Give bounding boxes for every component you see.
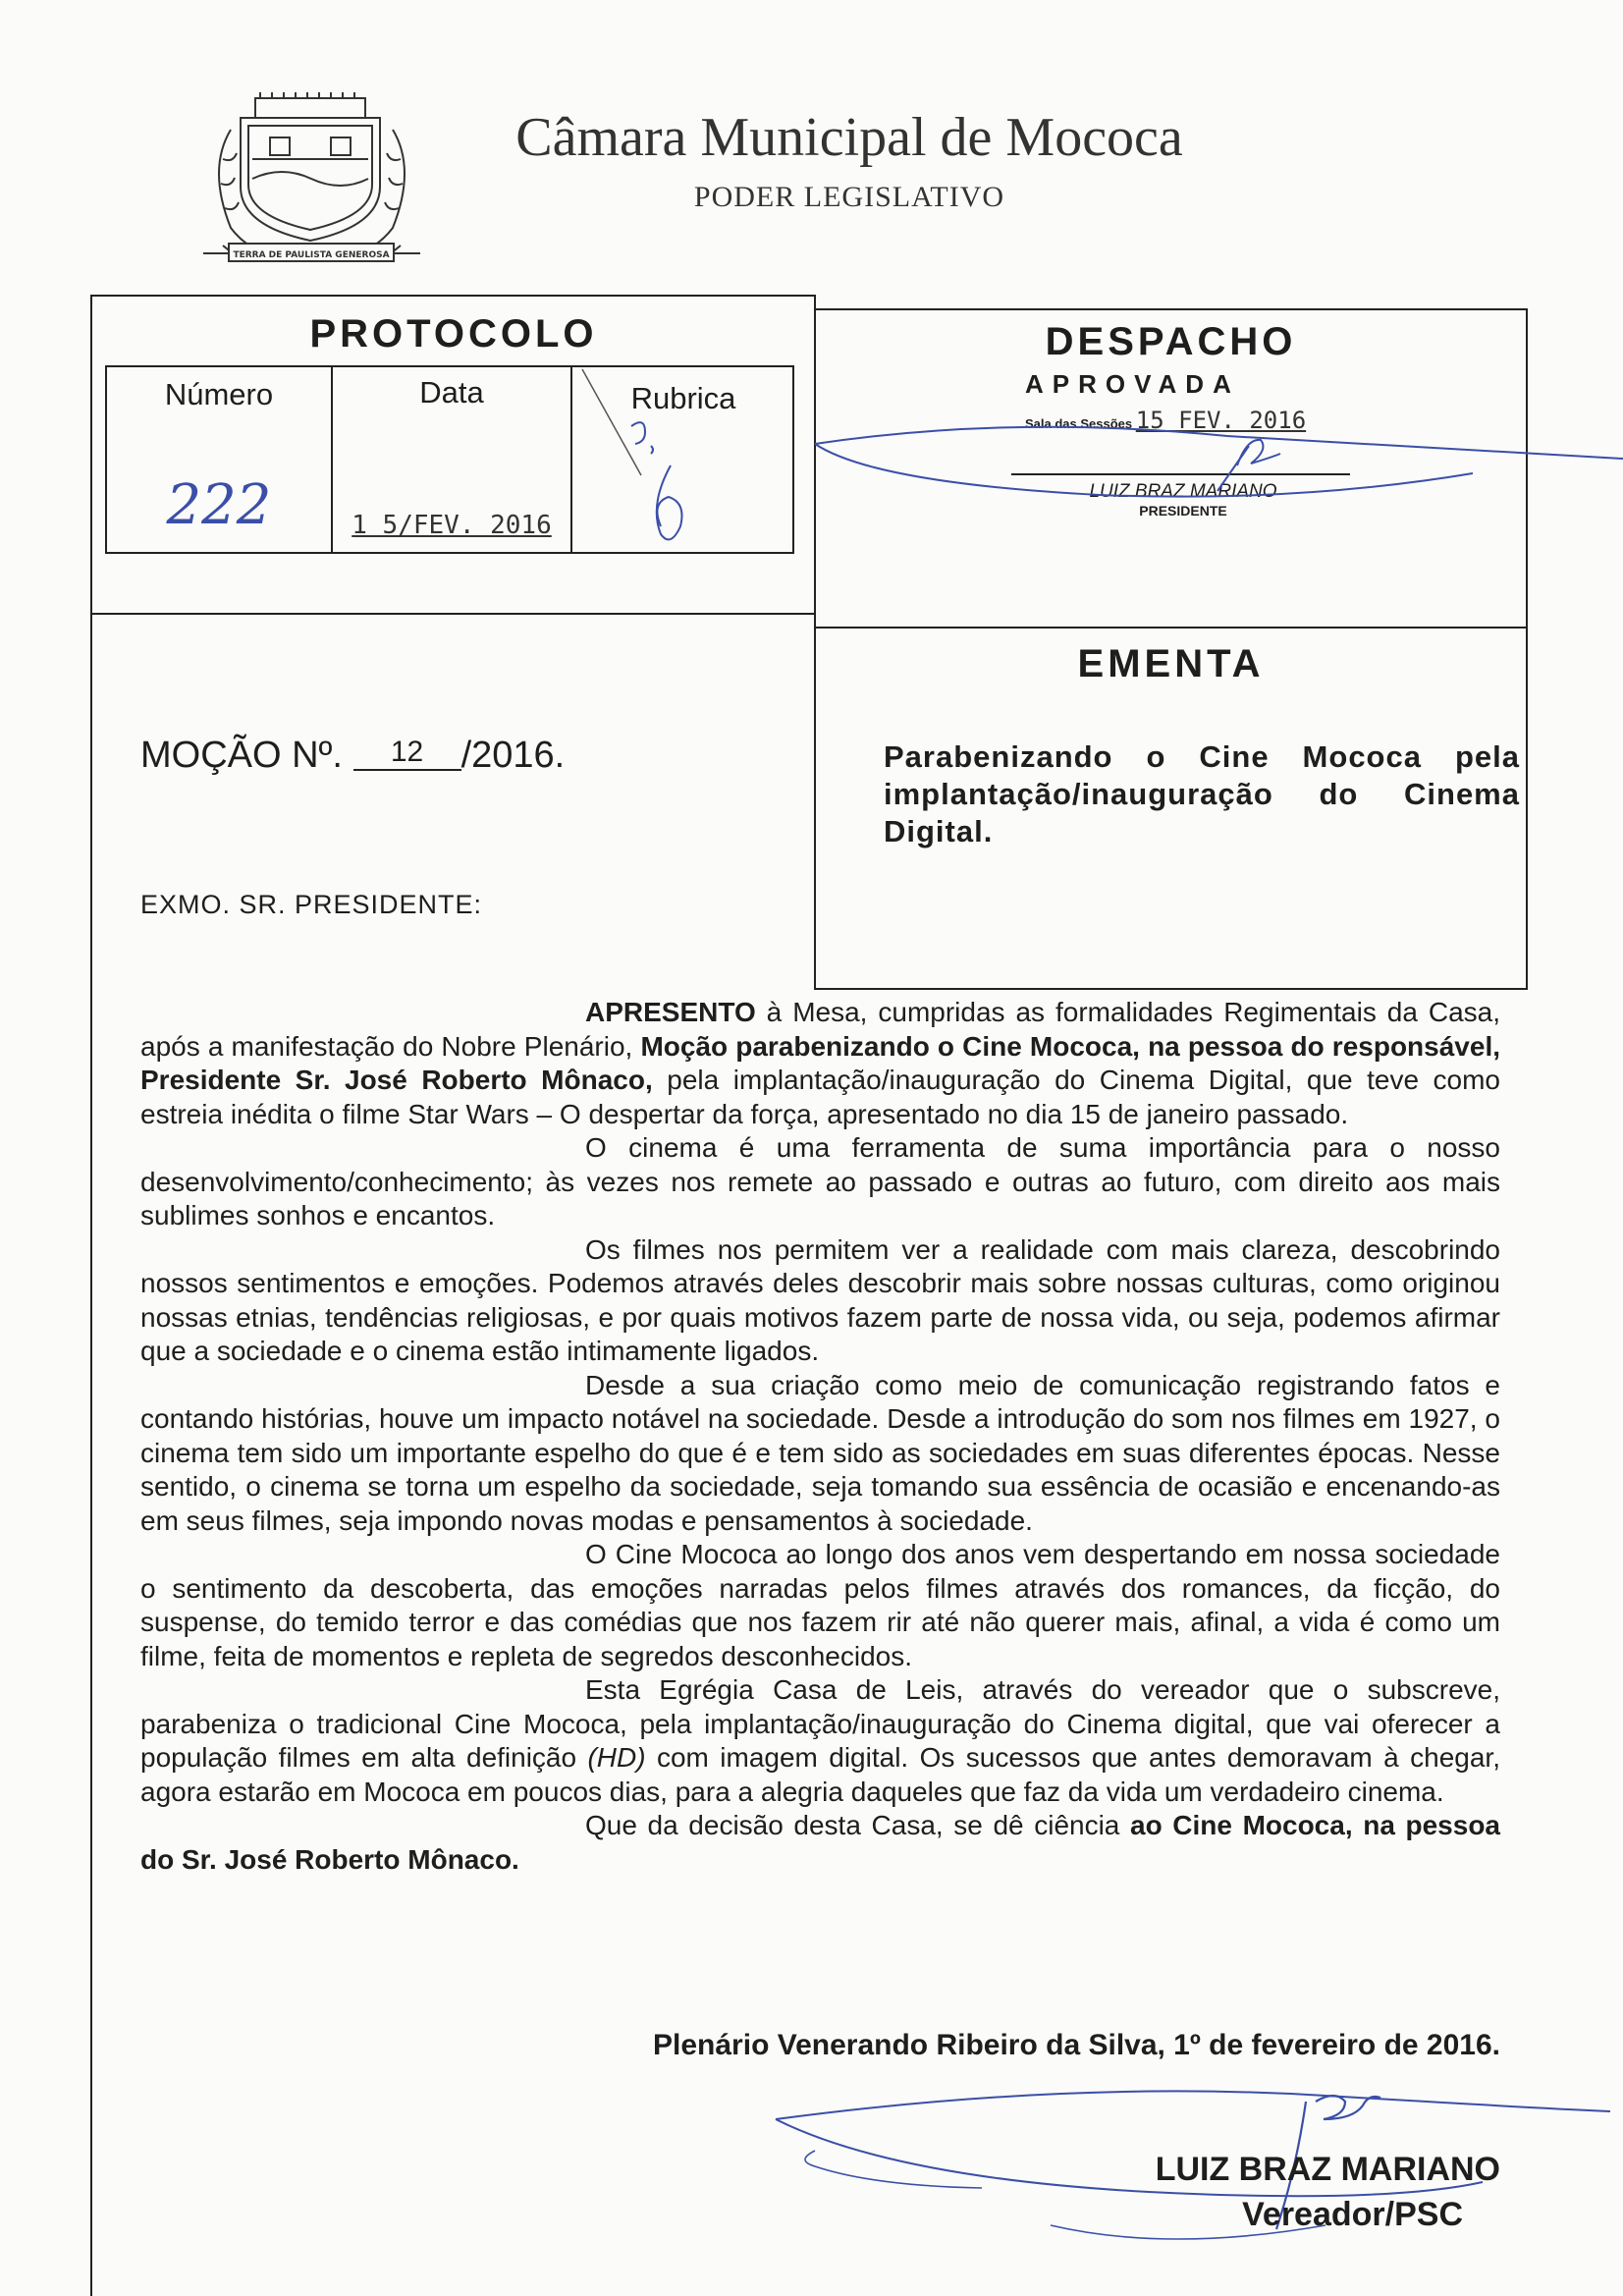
- paragraph-7-text: Que da decisão desta Casa, se dê ciência: [585, 1810, 1130, 1840]
- document-body: [140, 996, 1500, 1877]
- paragraph-1: [140, 996, 1500, 1131]
- paragraph-1-lead: APRESENTO: [585, 997, 756, 1027]
- rubrica-signature-icon: [572, 367, 794, 552]
- ementa-title: EMENTA: [1077, 642, 1265, 685]
- paragraph-6-text-a: Esta Egrégia Casa de Leis, através do vereador que o subscreve, parabeniza o tradicional Cine Mococa, pela implantação/inauguração do Cinema digital, que vai oferecer a população filmes em alta definição: [140, 1674, 1500, 1773]
- protocolo-rubrica-label: Rubrica: [630, 381, 736, 415]
- ementa-text: Parabenizando o Cine Mococa pela implantação/inauguração do Cinema Digital.: [884, 739, 1520, 848]
- paragraph-6-italic: (HD): [587, 1742, 646, 1773]
- protocolo-numero-value: 222: [166, 473, 272, 537]
- paragraph-4: Desde a sua criação como meio de comunicação registrando fatos e contando histórias, houve um impacto notável na sociedade. Desde a introdução do som nos filmes em 1927, o cinema tem sido um importante espelho do que é e tem sido as sociedades em suas diferentes épocas. Nesse sentido, o cinema se torna um espelho da sociedade, seja tomando sua essência de ocasião e encenando-as em seus filmes, seja impondo novas modas e pensamentos à sociedade.: [140, 1369, 1500, 1536]
- paragraph-2: O cinema é uma ferramenta de suma importância para o nosso desenvolvimento/conhecimento; às vezes nos remete ao passado e outras ao futuro, com direito aos mais sublimes sonhos e encantos.: [140, 1132, 1500, 1230]
- protocolo-table: [105, 365, 794, 554]
- despacho-stamp-name: LUIZ BRAZ MARIANO: [1089, 481, 1277, 502]
- signatory-name: LUIZ BRAZ MARIANO: [1155, 2151, 1500, 2188]
- despacho-signature-icon: [805, 412, 1623, 520]
- paragraph-1-text-b: pela implantação/inauguração do Cinema Digital, que teve como estreia inédita o filme Star Wars – O despertar da força, apresentado no dia 15 de janeiro passado.: [140, 1065, 1500, 1129]
- despacho-stamp-status: APROVADA: [1025, 369, 1240, 399]
- protocolo-numero-label: Número: [164, 377, 274, 411]
- protocolo-data-label: Data: [419, 375, 484, 410]
- mocao-number: 12: [353, 736, 461, 771]
- paragraph-7: [140, 1809, 1500, 1877]
- paragraph-7-bold: ao Cine Mococa, na pessoa do Sr. José Roberto Mônaco.: [140, 1810, 1501, 1875]
- despacho-stamp-sala: Sala das Sessões 15 FEV. 2016: [1025, 407, 1307, 434]
- crest-motto: TERRA DE PAULISTA GENEROSA: [233, 250, 390, 260]
- paragraph-5: O Cine Mococa ao longo dos anos vem despertando em nossa sociedade o sentimento da descoberta, das emoções narradas pelos filmes através dos romances, da ficção, do suspense, do temido terror e das comédias que nos fazem rir até não querer mais, afinal, a vida é como um filme, feita de momentos e repleta de segredos desconhecidos.: [140, 1539, 1500, 1671]
- salutation: EXMO. SR. PRESIDENTE:: [140, 890, 483, 919]
- frame-mid-left: [91, 613, 816, 615]
- despacho-title: DESPACHO: [1045, 320, 1297, 363]
- signatory-role: Vereador/PSC: [1242, 2196, 1463, 2233]
- mocao-label: MOÇÃO Nº.: [140, 735, 343, 776]
- frame-top-right: [814, 308, 1528, 310]
- paragraph-6-text-b: com imagem digital. Os sucessos que antes demoravam à chegar, agora estarão em Mococa em poucos dias, para a alegria daqueles que faz da vida um verdadeiro cinema.: [140, 1742, 1500, 1807]
- paragraph-1-bold: Moção parabenizando o Cine Mococa, na pessoa do responsável, Presidente Sr. José Roberto Mônaco,: [140, 1030, 1500, 1095]
- closing-date-line: Plenário Venerando Ribeiro da Silva, 1º de fevereiro de 2016.: [653, 2029, 1500, 2061]
- protocolo-data-stamp: 1 5/FEV. 2016: [352, 511, 552, 540]
- frame-top-left: [91, 295, 816, 297]
- frame-mid-right: [814, 627, 1528, 629]
- institution-subtitle: PODER LEGISLATIVO: [693, 181, 1005, 213]
- frame-left: [90, 295, 92, 2296]
- frame-bottom-right: [814, 988, 1528, 990]
- protocolo-title: PROTOCOLO: [309, 312, 598, 355]
- institution-title: Câmara Municipal de Mococa: [515, 107, 1183, 168]
- paragraph-1-text-a: à Mesa, cumpridas as formalidades Regimentais da Casa, após a manifestação do Nobre Plenário,: [140, 997, 1500, 1062]
- paragraph-6: [140, 1673, 1500, 1809]
- paragraph-3: Os filmes nos permitem ver a realidade com mais clareza, descobrindo nossos sentimentos e emoções. Podemos através deles descobrir mais sobre nossas culturas, como originou nossas etnias, tendências religiosas, e por quais motivos fazem parte de nossa vida, ou seja, podemos afirmar que a sociedade e o cinema estão intimamente ligados.: [140, 1233, 1500, 1366]
- mocao-number-line: [140, 735, 565, 777]
- despacho-stamp-date: 15 FEV. 2016: [1135, 407, 1307, 434]
- mocao-year: /2016.: [460, 735, 566, 776]
- despacho-stamp-role: PRESIDENTE: [1139, 503, 1227, 519]
